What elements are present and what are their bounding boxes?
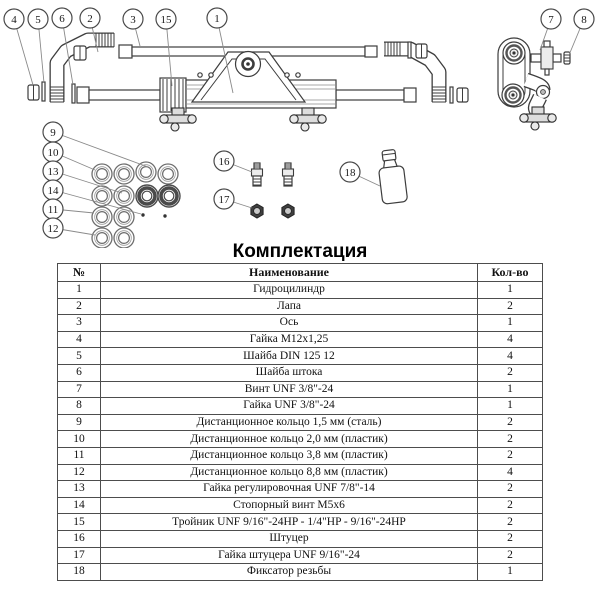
washer-din125 — [450, 87, 453, 103]
table-row — [58, 364, 543, 381]
parts-table-body — [58, 282, 543, 581]
adjusting-knob-top — [503, 42, 525, 64]
thread-locker-bottle — [376, 149, 407, 205]
adjusting-nut-ring — [158, 185, 180, 207]
cell-number: 7 — [58, 381, 101, 398]
fittings-set — [251, 163, 294, 218]
cell-name: Стопорный винт M5x6 — [101, 497, 478, 514]
callout-number-6: 6 — [59, 12, 65, 25]
column-header-qty: Кол-во — [478, 264, 543, 282]
cell-name: Дистанционное кольцо 8,8 мм (пластик) — [101, 464, 478, 481]
callout-number-2: 2 — [87, 12, 93, 25]
cell-name: Гидроцилиндр — [101, 282, 478, 299]
callout-number-18: 18 — [344, 166, 356, 179]
tee-union-knurl — [160, 78, 186, 112]
cell-number: 8 — [58, 398, 101, 415]
cell-name: Гайка UNF 3/8"-24 — [101, 398, 478, 415]
exploded-parts-diagram — [0, 0, 600, 248]
parts-table — [57, 263, 543, 581]
set-screw — [141, 213, 144, 216]
cell-qty: 2 — [478, 447, 543, 464]
table-row — [58, 497, 543, 514]
callout-number-11: 11 — [47, 203, 59, 216]
cell-number: 5 — [58, 348, 101, 365]
callout-number-7: 7 — [548, 13, 554, 26]
cell-qty: 4 — [478, 331, 543, 348]
table-row — [58, 381, 543, 398]
cell-number: 1 — [58, 282, 101, 299]
table-row — [58, 414, 543, 431]
callout-number-10: 10 — [47, 146, 59, 159]
screw-unf — [531, 41, 561, 75]
washer-din125 — [42, 82, 45, 101]
cell-qty: 2 — [478, 547, 543, 564]
cell-number: 2 — [58, 298, 101, 315]
column-header-name: Наименование — [101, 264, 478, 282]
table-row — [58, 348, 543, 365]
cell-number: 12 — [58, 464, 101, 481]
cell-qty: 4 — [478, 348, 543, 365]
table-row — [58, 331, 543, 348]
cell-number: 6 — [58, 364, 101, 381]
table-row — [58, 315, 543, 332]
callout-number-17: 17 — [218, 193, 230, 206]
cell-number: 16 — [58, 530, 101, 547]
table-row — [58, 298, 543, 315]
cell-name: Шайба DIN 125 12 — [101, 348, 478, 365]
cell-number: 3 — [58, 315, 101, 332]
cell-number: 9 — [58, 414, 101, 431]
callout-number-5: 5 — [35, 13, 41, 26]
cell-name: Ось — [101, 315, 478, 332]
callout-number-8: 8 — [581, 13, 587, 26]
cell-name: Дистанционное кольцо 1,5 мм (сталь) — [101, 414, 478, 431]
cell-number: 10 — [58, 431, 101, 448]
callout-number-12: 12 — [47, 222, 59, 235]
cell-name: Тройник UNF 9/16"-24HP - 1/4"HP - 9/16"-24HP — [101, 514, 478, 531]
callout-number-14: 14 — [47, 184, 59, 197]
table-row — [58, 530, 543, 547]
table-row — [58, 464, 543, 481]
cell-qty: 2 — [478, 530, 543, 547]
cell-number: 11 — [58, 447, 101, 464]
table-row — [58, 564, 543, 581]
cell-qty: 4 — [478, 464, 543, 481]
table-row — [58, 514, 543, 531]
link-arm-assembly — [498, 38, 570, 130]
callout-number-15: 15 — [160, 13, 172, 26]
rod-washer — [72, 84, 75, 103]
rod-washer — [408, 42, 411, 58]
cell-qty: 1 — [478, 282, 543, 299]
cell-number: 15 — [58, 514, 101, 531]
cell-number: 18 — [58, 564, 101, 581]
hydraulic-cylinder — [77, 52, 416, 132]
cell-number: 14 — [58, 497, 101, 514]
table-row — [58, 481, 543, 498]
bleed-fitting-link — [520, 107, 556, 130]
set-screw — [163, 214, 166, 217]
page-title: Комплектация — [232, 241, 368, 262]
cell-qty: 1 — [478, 381, 543, 398]
callout-number-3: 3 — [130, 13, 136, 26]
table-header-row — [58, 264, 543, 282]
cell-qty: 2 — [478, 481, 543, 498]
cell-qty: 2 — [478, 497, 543, 514]
cell-name: Винт UNF 3/8"-24 — [101, 381, 478, 398]
callout-number-16: 16 — [218, 155, 230, 168]
callout-number-13: 13 — [47, 165, 59, 178]
cell-qty: 2 — [478, 364, 543, 381]
spacer-rings-set — [92, 162, 180, 248]
cell-name: Гайка M12x1,25 — [101, 331, 478, 348]
table-row — [58, 547, 543, 564]
cell-name: Гайка штуцера UNF 9/16"-24 — [101, 547, 478, 564]
callout-number-9: 9 — [50, 126, 56, 139]
cell-name: Шайба штока — [101, 364, 478, 381]
callout-number-1: 1 — [214, 12, 220, 25]
adjusting-knob-bottom — [502, 84, 524, 106]
cell-number: 13 — [58, 481, 101, 498]
table-row — [58, 447, 543, 464]
cell-qty: 2 — [478, 514, 543, 531]
callout-number-4: 4 — [11, 13, 17, 26]
cell-name: Дистанционное кольцо 3,8 мм (пластик) — [101, 447, 478, 464]
cell-name: Дистанционное кольцо 2,0 мм (пластик) — [101, 431, 478, 448]
adjusting-nut-ring — [136, 185, 158, 207]
cell-name: Лапа — [101, 298, 478, 315]
cell-qty: 2 — [478, 431, 543, 448]
cell-number: 4 — [58, 331, 101, 348]
cell-name: Штуцер — [101, 530, 478, 547]
table-row — [58, 282, 543, 299]
column-header-number: № — [58, 264, 101, 282]
cell-number: 17 — [58, 547, 101, 564]
cell-qty: 1 — [478, 398, 543, 415]
cell-qty: 2 — [478, 298, 543, 315]
table-row — [58, 431, 543, 448]
table-row — [58, 398, 543, 415]
cell-qty: 1 — [478, 315, 543, 332]
cell-name: Фиксатор резьбы — [101, 564, 478, 581]
bleed-fitting-right — [290, 108, 326, 131]
cell-name: Гайка регулировочная UNF 7/8"-14 — [101, 481, 478, 498]
cell-qty: 2 — [478, 414, 543, 431]
leader-line-9 — [53, 132, 148, 167]
cell-qty: 1 — [478, 564, 543, 581]
